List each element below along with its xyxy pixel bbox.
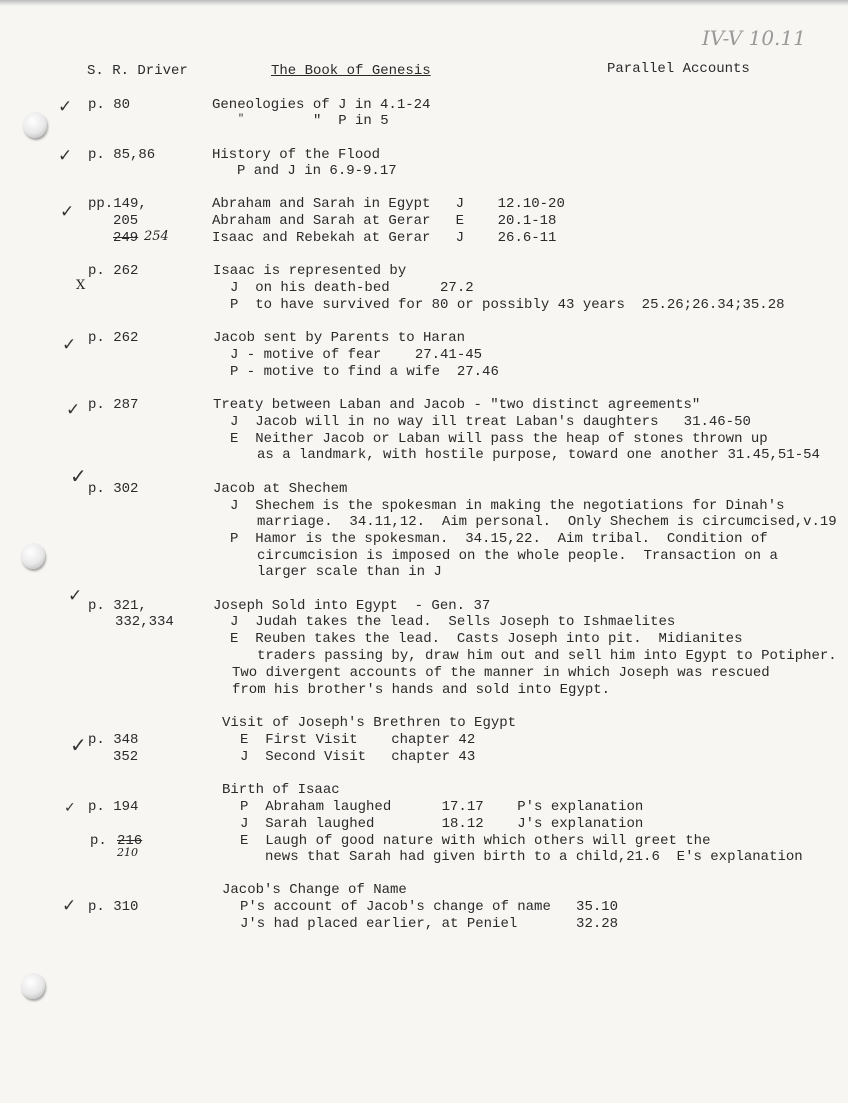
entry-line: Two divergent accounts of the manner in which Joseph was rescued xyxy=(232,665,770,681)
check-mark: ✓ xyxy=(62,896,77,916)
page-ref: p. 262 xyxy=(88,330,139,346)
entry-line: P - motive to find a wife 27.46 xyxy=(230,364,499,380)
page-ref: p. 80 xyxy=(88,97,131,113)
page-ref-prefix: p. xyxy=(90,833,107,849)
entry-line: E Neither Jacob or Laban will pass the heap of stones thrown up xyxy=(230,431,768,447)
entry-title: Treaty between Laban and Jacob - "two distinct agreements" xyxy=(213,397,701,413)
page-ref-handwritten: 254 xyxy=(144,229,169,244)
check-mark: ✓ xyxy=(66,400,81,420)
entry-line: P's account of Jacob's change of name 35.10 xyxy=(240,899,619,915)
page-ref: 205 xyxy=(113,213,139,229)
entry-line: J - motive of fear 27.41-45 xyxy=(230,347,483,363)
check-mark: ✓ xyxy=(58,146,73,166)
page-ref-struck: 249 xyxy=(113,230,139,246)
page-ref: 332,334 xyxy=(115,614,174,630)
entry-line: Isaac and Rebekah at Gerar J 26.6-11 xyxy=(212,230,557,246)
entry-line: P Hamor is the spokesman. 34.15,22. Aim tribal. Condition of xyxy=(230,531,768,547)
entry-line: Abraham and Sarah at Gerar E 20.1-18 xyxy=(212,213,557,229)
entry-title: History of the Flood xyxy=(212,147,381,163)
page-ref: p. 194 xyxy=(88,799,139,815)
page-ref: p. 287 xyxy=(88,397,139,413)
check-mark: ✓ xyxy=(64,800,76,816)
page-ref-struck: 216 xyxy=(117,833,143,849)
handwritten-note: IV-V 10.11 xyxy=(702,26,806,50)
binder-hole xyxy=(23,112,47,138)
entry-line: J Jacob will in no way ill treat Laban's daughters 31.46-50 xyxy=(230,414,751,430)
entry-line: marriage. 34.11,12. Aim personal. Only Shechem is circumcised,v.19 xyxy=(257,514,837,530)
entry-line: J Second Visit chapter 43 xyxy=(240,749,476,765)
page-ref-handwritten: 210 xyxy=(117,846,138,859)
entry-line: circumcision is imposed on the whole people. Transaction on a xyxy=(257,548,778,564)
entry-line: J on his death-bed 27.2 xyxy=(230,280,474,296)
entry-line: J Judah takes the lead. Sells Joseph to Ishmaelites xyxy=(230,614,676,630)
binder-hole xyxy=(21,973,45,999)
document-title: The Book of Genesis xyxy=(271,63,431,79)
entry-title: Birth of Isaac xyxy=(222,782,340,798)
page-ref: pp.149, xyxy=(88,196,147,212)
entry-line: J Sarah laughed 18.12 J's explanation xyxy=(240,816,644,832)
entry-line: P and J in 6.9-9.17 xyxy=(237,163,397,179)
entry-title: Isaac is represented by xyxy=(213,263,407,279)
entry-line: E First Visit chapter 42 xyxy=(240,732,476,748)
ditto-mark: " xyxy=(238,114,245,125)
author: S. R. Driver xyxy=(87,63,188,79)
entry-title: Visit of Joseph's Brethren to Egypt xyxy=(222,715,517,731)
check-mark: ✓ xyxy=(60,202,75,222)
check-mark: ✓ xyxy=(58,97,73,117)
entry-line: larger scale than in J xyxy=(257,564,442,580)
x-mark: X xyxy=(76,278,86,293)
page-ref: p. 310 xyxy=(88,899,139,915)
binder-hole xyxy=(21,543,45,569)
page-ref: p. 262 xyxy=(88,263,139,279)
entry-title: Jacob at Shechem xyxy=(213,481,348,497)
page-ref: p. 85,86 xyxy=(88,147,156,163)
page-ref: 352 xyxy=(113,749,139,765)
entry-line: Abraham and Sarah in Egypt J 12.10-20 xyxy=(212,196,565,212)
entry-line: from his brother's hands and sold into Egypt. xyxy=(232,682,611,698)
entry-line: as a landmark, with hostile purpose, toward one another 31.45,51-54 xyxy=(257,447,820,463)
check-mark: ✓ xyxy=(70,464,87,488)
entry-title: Geneologies of J in 4.1-24 xyxy=(212,97,431,113)
entry-line: " P in 5 xyxy=(313,113,389,129)
entry-title: Jacob's Change of Name xyxy=(222,882,407,898)
entry-line: traders passing by, draw him out and sell him into Egypt to Potipher. xyxy=(257,648,837,664)
entry-line: news that Sarah had given birth to a child,21.6 E's explanation xyxy=(265,849,803,865)
page-ref: p. 321, xyxy=(88,598,147,614)
page-top-edge xyxy=(0,0,848,6)
check-mark: ✓ xyxy=(62,335,77,355)
entry-line: J Shechem is the spokesman in making the negotiations for Dinah's xyxy=(230,498,785,514)
entry-line: P Abraham laughed 17.17 P's explanation xyxy=(240,799,644,815)
entry-title: Joseph Sold into Egypt - Gen. 37 xyxy=(213,598,491,614)
page-ref: p. 302 xyxy=(88,481,139,497)
column-heading: Parallel Accounts xyxy=(607,61,750,77)
entry-line: J's had placed earlier, at Peniel 32.28 xyxy=(240,916,619,932)
page-ref: p. 348 xyxy=(88,732,139,748)
check-mark: ✓ xyxy=(70,733,87,757)
entry-line: P to have survived for 80 or possibly 43 years 25.26;26.34;35.28 xyxy=(230,297,785,313)
entry-title: Jacob sent by Parents to Haran xyxy=(213,330,466,346)
check-mark: ✓ xyxy=(68,586,83,606)
entry-line: E Reuben takes the lead. Casts Joseph into pit. Midianites xyxy=(230,631,743,647)
entry-line: E Laugh of good nature with which others will greet the xyxy=(240,833,711,849)
